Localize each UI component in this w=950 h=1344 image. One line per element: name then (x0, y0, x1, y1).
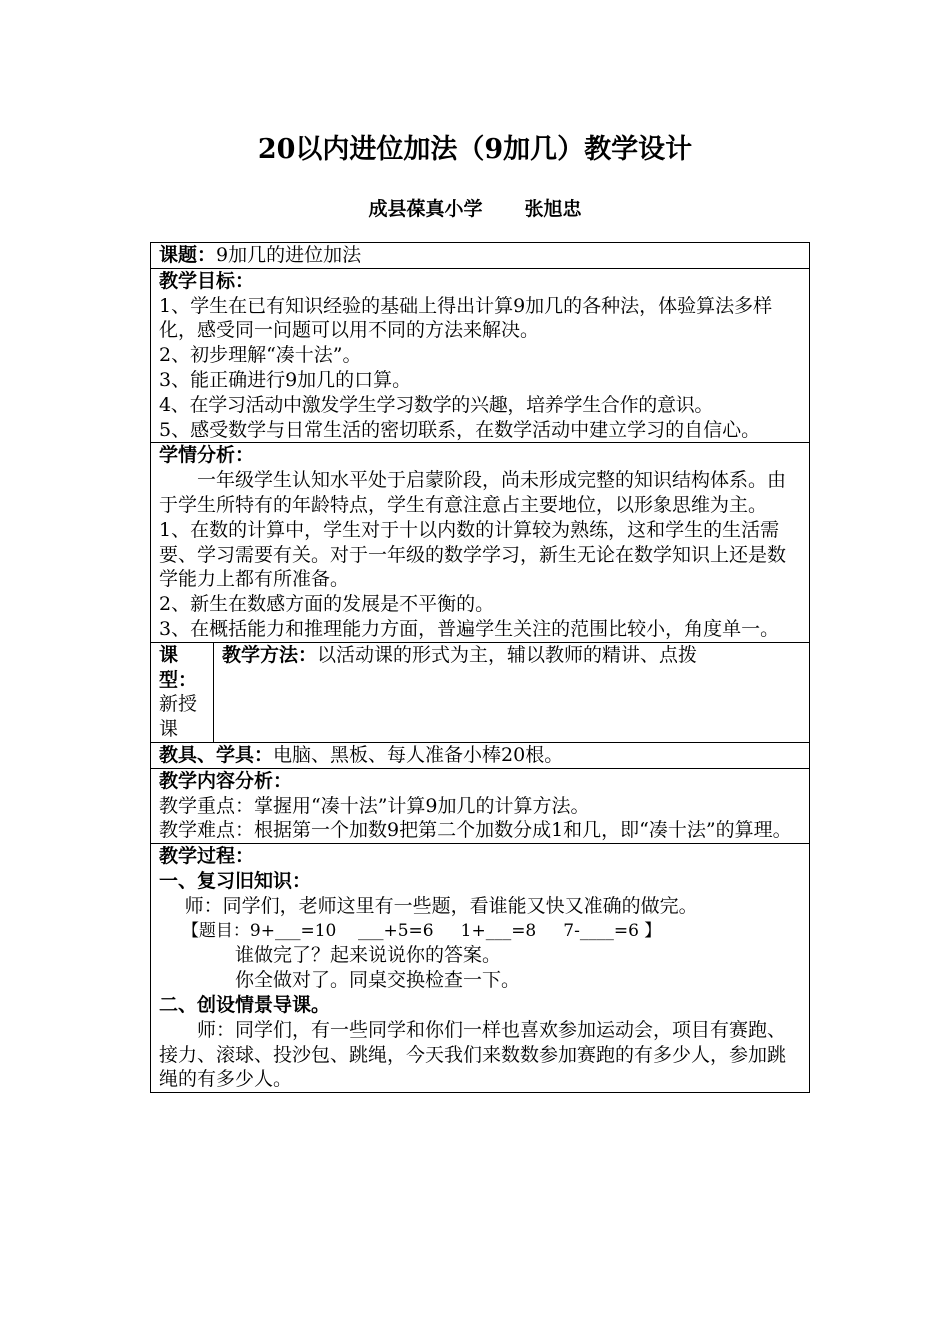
objective-item: 2、初步理解“凑十法”。 (159, 344, 362, 367)
type-method-row (151, 642, 810, 742)
topic-value: 9加几的进位加法 (216, 244, 362, 266)
analysis-row (151, 443, 810, 642)
topic-label: 课题： (159, 244, 217, 266)
tools-label: 教具、学具： (159, 743, 274, 766)
review-line: 谁做完了？起来说说你的答案。 (235, 944, 502, 967)
analysis-cell (151, 443, 810, 642)
key-point: 教学重点：掌握用“凑十法”计算9加几的计算方法。 (159, 794, 590, 817)
document-title: 20以内进位加法（9加几）教学设计 (257, 134, 693, 165)
analysis-intro: 一年级学生认知水平处于启蒙阶段，尚未形成完整的知识结构体系。由于学生所特有的年龄特点，学生有意注意占主要地位，以形象思维为主。 (159, 469, 787, 516)
lesson-type-label: 课型： (159, 643, 198, 691)
lesson-plan-table (150, 242, 810, 1093)
review-exercises: 【题目：9+___=10 ___+5=6 1+___=8 7-____=6 】 (181, 920, 662, 941)
review-section-title: 一、复习旧知识： (159, 869, 312, 892)
tools-value: 电脑、黑板、每人准备小棒20根。 (273, 743, 564, 766)
method-label: 教学方法： (222, 643, 318, 666)
difficulty-point: 教学难点：根据第一个加数9把第二个加数分成1和几，即“凑十法”的算理。 (159, 819, 792, 842)
method-value: 以活动课的形式为主，辅以教师的精讲、点拨 (317, 643, 698, 666)
content-cell (151, 768, 810, 843)
lesson-type-cell (151, 642, 214, 742)
scenario-text: 师：同学们，有一些同学和你们一样也喜欢参加运动会，项目有赛跑、接力、滚球、投沙包、跳绳，今天我们来数数参加赛跑的有多少人，参加跳绳的有多少人。 (159, 1018, 787, 1091)
process-heading: 教学过程： (159, 845, 255, 868)
document-byline (0, 196, 950, 222)
analysis-heading: 学情分析： (159, 444, 255, 467)
objectives-row (151, 268, 810, 443)
school-name: 成县葆真小学 (368, 198, 483, 220)
process-cell (151, 844, 810, 1093)
process-row (151, 844, 810, 1093)
objective-item: 3、能正确进行9加几的口算。 (159, 368, 412, 391)
analysis-item: 1、在数的计算中，学生对于十以内数的计算较为熟练，这和学生的生活需要、学习需要有关。对于一年级的数学学习，新生无论在数学知识上还是数学能力上都有所准备。 (159, 518, 787, 591)
objective-item: 4、在学习活动中激发学生学习数学的兴趣，培养学生合作的意识。 (159, 393, 714, 416)
objective-item: 5、感受数学与日常生活的密切联系，在数学活动中建立学习的自信心。 (159, 418, 761, 441)
content-row (151, 768, 810, 843)
method-cell (214, 642, 810, 742)
author-name: 张旭忠 (524, 198, 582, 220)
topic-row (151, 243, 810, 269)
objectives-heading: 教学目标： (159, 269, 255, 292)
tools-cell (151, 742, 810, 768)
review-line: 你全做对了。同桌交换检查一下。 (235, 969, 521, 992)
objective-item: 1、学生在已有知识经验的基础上得出计算9加几的各种法，体验算法多样化，感受同一问题可以用不同的方法来解决。 (159, 294, 773, 342)
objectives-cell (151, 268, 810, 443)
lesson-type-value: 新授课 (159, 693, 198, 741)
tools-row (151, 742, 810, 768)
content-heading: 教学内容分析： (159, 769, 293, 792)
scenario-section-title: 二、创设情景导课。 (159, 993, 331, 1016)
topic-cell (151, 243, 810, 269)
analysis-item: 3、在概括能力和推理能力方面，普遍学生关注的范围比较小，角度单一。 (159, 617, 780, 640)
review-teacher-line: 师：同学们，老师这里有一些题，看谁能又快又准确的做完。 (184, 894, 698, 917)
analysis-item: 2、新生在数感方面的发展是不平衡的。 (159, 593, 495, 616)
